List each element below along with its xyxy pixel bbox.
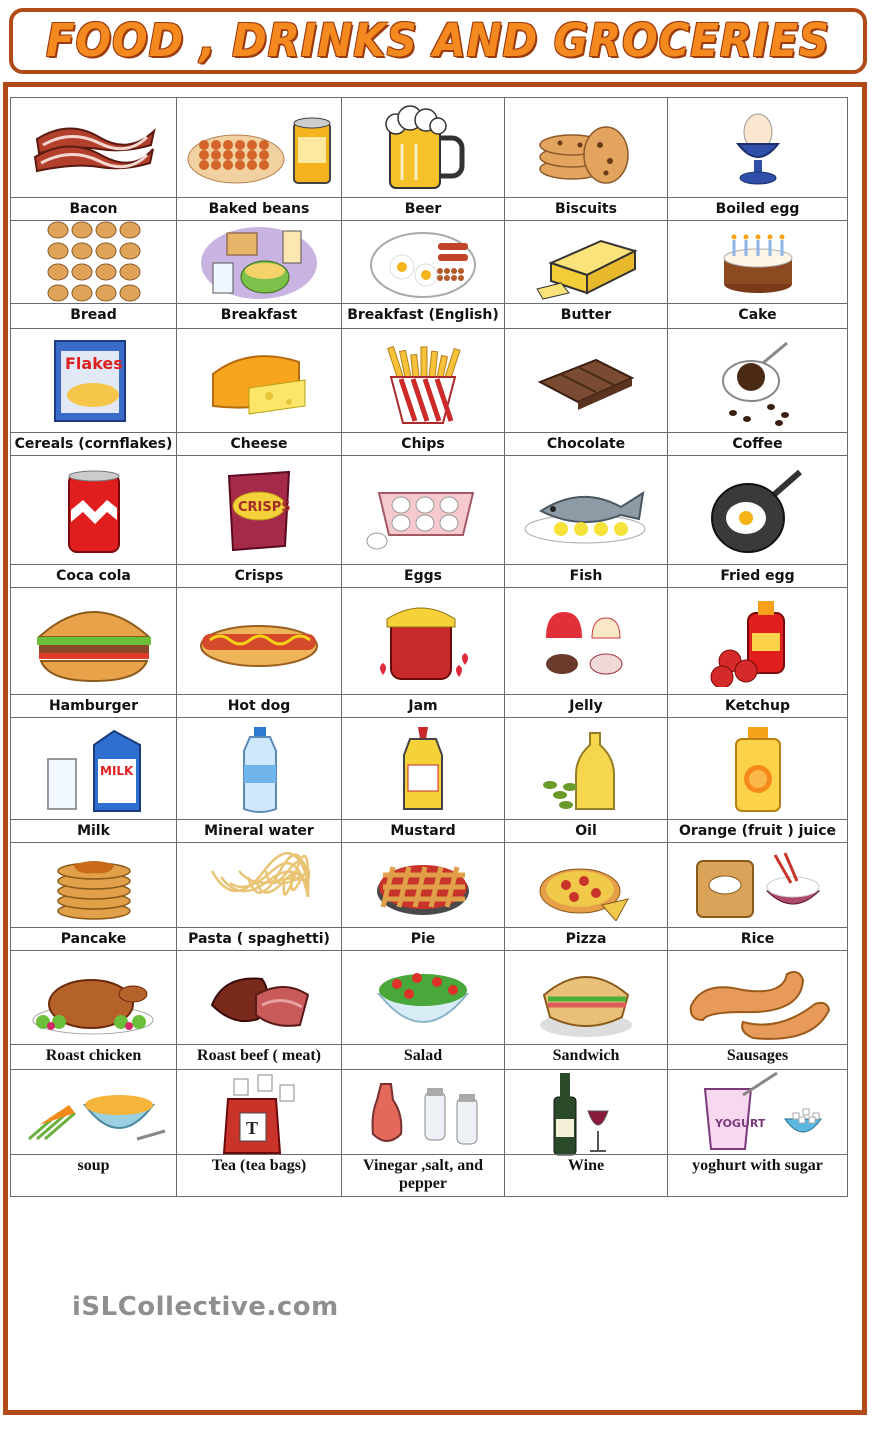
svg-text:CRISPS: CRISPS	[238, 500, 291, 515]
food-label: Coca cola	[11, 564, 176, 587]
frying-pan-icon	[668, 456, 847, 566]
food-card	[341, 328, 504, 455]
pie-icon	[342, 843, 504, 929]
food-card	[176, 717, 341, 842]
cake-icon	[668, 221, 847, 305]
food-card	[10, 587, 176, 717]
food-label: Tea (tea bags)	[177, 1154, 341, 1197]
hamburger-icon	[11, 588, 176, 696]
food-card	[341, 842, 504, 950]
table-row	[10, 328, 848, 455]
butter-icon	[505, 221, 667, 305]
svg-text:Flakes: Flakes	[64, 353, 123, 373]
coffee-icon	[668, 329, 847, 434]
food-card	[176, 587, 341, 717]
food-card	[341, 1069, 504, 1197]
beer-icon	[342, 98, 504, 199]
food-card	[10, 455, 176, 587]
food-label: Fish	[505, 564, 667, 587]
hot-dog-icon	[177, 588, 341, 696]
cheese-icon	[177, 329, 341, 434]
bread-icon	[11, 221, 176, 305]
food-label: Wine	[505, 1154, 667, 1197]
water-bottle-icon	[177, 718, 341, 821]
sandwich-icon	[505, 951, 667, 1048]
jelly-icon	[505, 588, 667, 696]
svg-text:T: T	[246, 1118, 259, 1138]
food-card	[341, 950, 504, 1069]
breakfast-icon	[177, 221, 341, 305]
food-card	[176, 842, 341, 950]
salad-icon	[342, 951, 504, 1048]
page-title: FOOD , DRINKS AND GROCERIES	[45, 14, 831, 67]
food-card	[667, 455, 848, 587]
cereal-box-icon	[11, 329, 176, 434]
spaghetti-icon	[177, 843, 341, 929]
food-label: Vinegar ,salt, and pepper	[342, 1154, 504, 1197]
bacon-icon	[11, 98, 176, 199]
jam-jar-icon	[342, 588, 504, 696]
food-label: Eggs	[342, 564, 504, 587]
food-card	[341, 587, 504, 717]
food-card	[10, 717, 176, 842]
food-label: Butter	[505, 303, 667, 328]
wine-icon	[505, 1070, 667, 1158]
food-card	[667, 587, 848, 717]
food-card	[504, 328, 667, 455]
food-card	[10, 950, 176, 1069]
food-card	[10, 97, 176, 220]
table-row	[10, 1069, 848, 1197]
table-row	[10, 587, 848, 717]
food-card	[341, 220, 504, 328]
yoghurt-icon	[668, 1070, 847, 1158]
food-card	[176, 328, 341, 455]
rice-icon	[668, 843, 847, 929]
food-label: Cereals (cornflakes)	[11, 432, 176, 455]
food-card	[341, 97, 504, 220]
table-row	[10, 842, 848, 950]
milk-icon	[11, 718, 176, 821]
biscuits-icon	[505, 98, 667, 199]
title-banner	[9, 8, 867, 74]
table-row	[10, 950, 848, 1069]
ketchup-icon	[668, 588, 847, 696]
food-label: Jam	[342, 694, 504, 717]
roast-beef-icon	[177, 951, 341, 1048]
food-card	[504, 1069, 667, 1197]
food-card	[10, 220, 176, 328]
grid-bottom-border	[10, 1196, 848, 1197]
food-label: Biscuits	[505, 197, 667, 220]
condiments-icon	[342, 1070, 504, 1158]
food-label: Ketchup	[668, 694, 847, 717]
table-row	[10, 220, 848, 328]
roast-chicken-icon	[11, 951, 176, 1048]
food-card	[10, 842, 176, 950]
food-label: Crisps	[177, 564, 341, 587]
food-card	[176, 220, 341, 328]
food-card	[667, 220, 848, 328]
pizza-icon	[505, 843, 667, 929]
english-breakfast-icon	[342, 221, 504, 305]
tea-bags-icon	[177, 1070, 341, 1158]
food-label: Cake	[668, 303, 847, 328]
food-label: Milk	[11, 819, 176, 842]
orange-juice-icon	[668, 718, 847, 821]
food-card	[667, 950, 848, 1069]
food-label: yoghurt with sugar	[668, 1154, 847, 1197]
food-card	[504, 842, 667, 950]
egg-carton-icon	[342, 456, 504, 566]
food-label: Mineral water	[177, 819, 341, 842]
watermark: iSLCollective.com	[72, 1292, 339, 1322]
food-card	[504, 587, 667, 717]
food-card	[667, 1069, 848, 1197]
mustard-icon	[342, 718, 504, 821]
food-label: Hot dog	[177, 694, 341, 717]
food-label: Orange (fruit ) juice	[668, 819, 847, 842]
food-label: Beer	[342, 197, 504, 220]
food-label: Chips	[342, 432, 504, 455]
food-card	[176, 455, 341, 587]
food-card	[341, 455, 504, 587]
soup-icon	[11, 1070, 176, 1158]
food-card	[10, 1069, 176, 1197]
boiled-egg-icon	[668, 98, 847, 199]
food-label: Mustard	[342, 819, 504, 842]
food-card	[504, 220, 667, 328]
chips-icon	[342, 329, 504, 434]
food-label: Bacon	[11, 197, 176, 220]
baked-beans-icon	[177, 98, 341, 199]
food-label: Hamburger	[11, 694, 176, 717]
food-label: Pizza	[505, 927, 667, 950]
food-card	[667, 97, 848, 220]
food-card	[176, 97, 341, 220]
food-card	[667, 842, 848, 950]
food-label: Chocolate	[505, 432, 667, 455]
pancake-icon	[11, 843, 176, 929]
food-label: soup	[11, 1154, 176, 1197]
food-card	[667, 717, 848, 842]
food-label: Sausages	[668, 1044, 847, 1069]
food-label: Baked beans	[177, 197, 341, 220]
food-label: Boiled egg	[668, 197, 847, 220]
chocolate-icon	[505, 329, 667, 434]
vocabulary-grid	[10, 97, 848, 1197]
food-label: Fried egg	[668, 564, 847, 587]
food-label: Coffee	[668, 432, 847, 455]
food-label: Salad	[342, 1044, 504, 1069]
svg-text:MILK: MILK	[99, 763, 133, 778]
table-row	[10, 97, 848, 220]
food-card	[504, 97, 667, 220]
table-row	[10, 717, 848, 842]
oil-bottle-icon	[505, 718, 667, 821]
food-label: Rice	[668, 927, 847, 950]
food-card	[504, 717, 667, 842]
food-card	[504, 455, 667, 587]
fish-icon	[505, 456, 667, 566]
food-label: Jelly	[505, 694, 667, 717]
food-card	[176, 950, 341, 1069]
table-row	[10, 455, 848, 587]
food-card	[176, 1069, 341, 1197]
crisps-icon	[177, 456, 341, 566]
food-label: Pie	[342, 927, 504, 950]
food-label: Roast chicken	[11, 1044, 176, 1069]
svg-text:YOGURT: YOGURT	[714, 1117, 765, 1130]
sausages-icon	[668, 951, 847, 1048]
food-label: Pancake	[11, 927, 176, 950]
food-label: Sandwich	[505, 1044, 667, 1069]
food-label: Oil	[505, 819, 667, 842]
food-label: Roast beef ( meat)	[177, 1044, 341, 1069]
food-label: Cheese	[177, 432, 341, 455]
food-card	[341, 717, 504, 842]
food-card	[667, 328, 848, 455]
soda-can-icon	[11, 456, 176, 566]
food-card	[10, 328, 176, 455]
food-card	[504, 950, 667, 1069]
food-label: Bread	[11, 303, 176, 328]
food-label: Breakfast (English)	[342, 303, 504, 328]
food-label: Pasta ( spaghetti)	[177, 927, 341, 950]
food-label: Breakfast	[177, 303, 341, 328]
